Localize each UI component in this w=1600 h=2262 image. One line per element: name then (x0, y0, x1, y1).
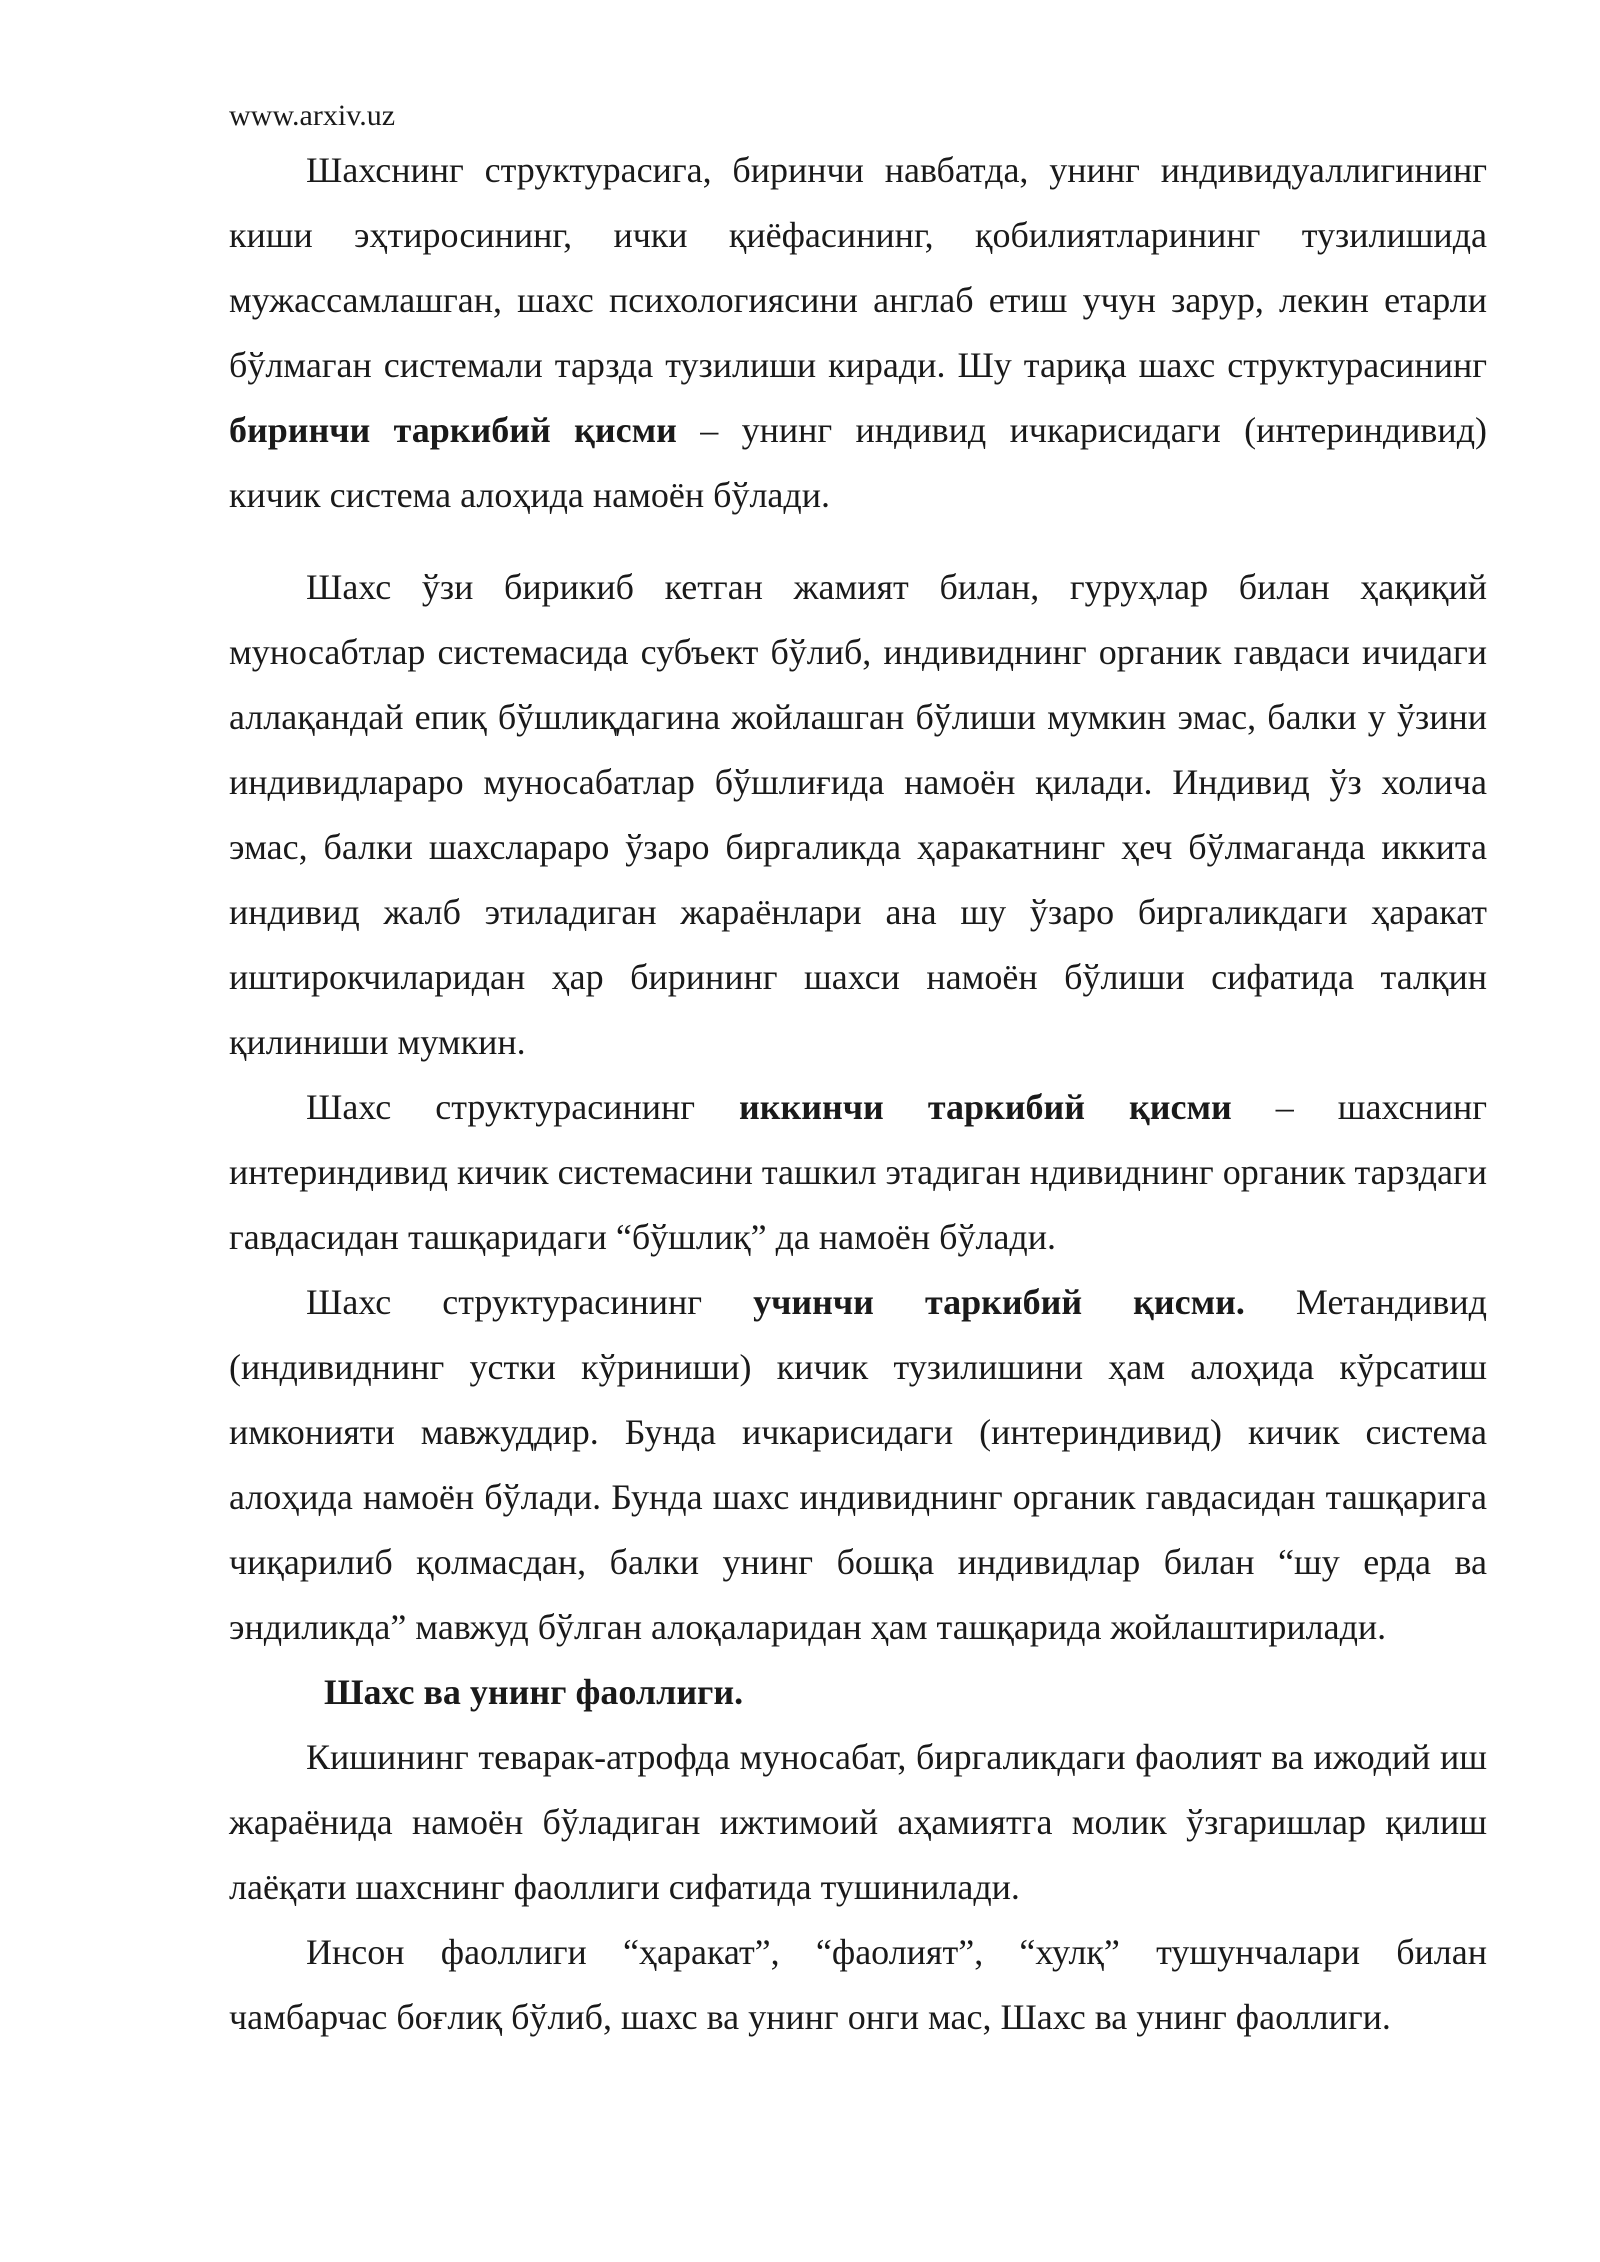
paragraph-4-text-a: Шахс структурасининг (306, 1282, 754, 1322)
paragraph-4 (229, 1270, 1487, 1660)
paragraph-4-bold: учинчи таркибий қисми. (753, 1282, 1245, 1322)
paragraph-3-text-b: – шахснинг интериндивид кичик системасини ташкил этадиган ндивиднинг органик тарздаги гавдасидан ташқаридаги “бўшлиқ” да намоён бўлади. (229, 1087, 1487, 1257)
paragraph-2: Шахс ўзи бирикиб кетган жамият билан, гуруҳлар билан ҳақиқий муносабтлар системасида субъект бўлиб, индивиднинг органик гавдаси ичидаги аллақандай епиқ бўшлиқдагина жойлашган бўлиши мумкин эмас, балки у ўзини индивидлараро муносабатлар бўшлиғида намоён қилади. Индивид ўз холича эмас, балки шахслараро ўзаро биргаликда ҳаракатнинг ҳеч бўлмаганда иккита индивид жалб этиладиган жараёнлари ана шу ўзаро биргаликдаги ҳаракат иштирокчиларидан ҳар бирининг шахси намоён бўлиши сифатида талқин қилиниши мумкин. (229, 567, 1487, 1062)
paragraph-1-text-b: – унинг индивид ичкарисидаги (интериндивид) кичик система алоҳида намоён бўлади. (229, 410, 1487, 515)
paragraph-5: Кишининг теварак-атрофда муносабат, биргаликдаги фаолият ва ижодий иш жараёнида намоён бўладиган ижтимоий аҳамиятга молик ўзгаришлар қилиш лаёқати шахснинг фаоллиги сифатида тушинилади. (229, 1737, 1487, 1907)
paragraph-1-text-a: Шахснинг структурасига, биринчи навбатда, унинг индивидуаллигининг киши эҳтиросининг, ички қиёфасининг, қобилиятларининг тузилишида мужассамлашган, шахс психологиясини англаб етиш учун зарур, лекин етарли бўлмаган системали тарзда тузилиши киради. Шу тариқа шахс структурасининг (229, 150, 1487, 385)
section-heading: Шахс ва унинг фаоллиги. (324, 1672, 744, 1712)
paragraph-3-text-a: Шахс структурасининг (306, 1087, 740, 1127)
document-page (229, 96, 1487, 2050)
paragraph-4-text-b: Метандивид (индивиднинг устки кўриниши) кичик тузилишини ҳам алоҳида кўрсатиш имконияти мавжуддир. Бунда ичкарисидаги (интериндивид) кичик система алоҳида намоён бўлади. Бунда шахс индивиднинг органик гавдасидан ташқарига чиқарилиб қолмасдан, балки унинг бошқа индивидлар билан “шу ерда ва эндиликда” мавжуд бўлган алоқаларидан ҳам ташқарида жойлаштирилади. (229, 1282, 1488, 1647)
header-url: www.arxiv.uz (229, 99, 396, 132)
paragraph-1 (229, 138, 1487, 528)
paragraph-3 (229, 1075, 1487, 1270)
paragraph-1-bold: биринчи таркибий қисми (229, 410, 677, 450)
paragraph-6: Инсон фаоллиги “ҳаракат”, “фаолият”, “хулқ” тушунчалари билан чамбарчас боғлиқ бўлиб, шахс ва унинг онги мас, Шахс ва унинг фаоллиги. (229, 1932, 1487, 2037)
paragraph-3-bold: иккинчи таркибий қисми (739, 1087, 1232, 1127)
